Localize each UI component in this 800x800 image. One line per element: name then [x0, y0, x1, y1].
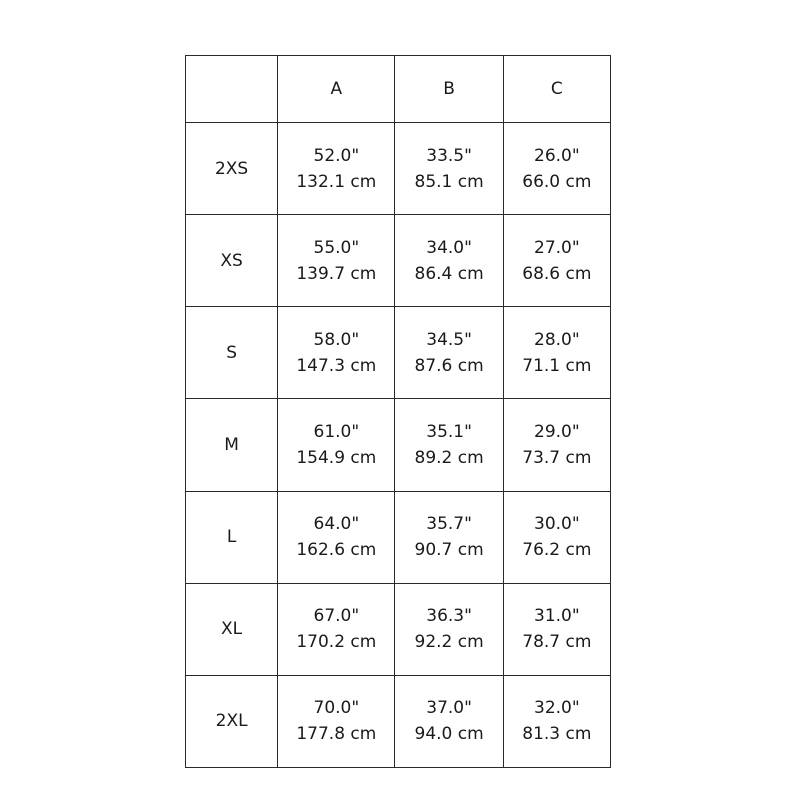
column-header-c: C	[503, 56, 610, 123]
inch-value: 26.0"	[534, 145, 580, 166]
inch-value: 28.0"	[534, 329, 580, 350]
measurement-cell	[395, 675, 503, 767]
measurement-cell	[278, 583, 395, 675]
inch-value: 34.5"	[426, 329, 472, 350]
inch-value: 35.7"	[426, 514, 472, 535]
cm-value: 76.2 cm	[522, 540, 592, 561]
measurement-cell	[278, 123, 395, 215]
size-label: M	[186, 399, 278, 491]
table-header-row	[186, 56, 611, 123]
column-header-a: A	[278, 56, 395, 123]
inch-value: 27.0"	[534, 237, 580, 258]
measurement-cell	[503, 123, 610, 215]
size-label: L	[186, 491, 278, 583]
measurement-cell	[278, 215, 395, 307]
cm-value: 139.7 cm	[296, 263, 377, 284]
cm-value: 81.3 cm	[522, 724, 592, 745]
measurement-cell	[278, 307, 395, 399]
inch-value: 35.1"	[426, 421, 472, 442]
inch-value: 58.0"	[313, 329, 360, 350]
cm-value: 132.1 cm	[296, 171, 377, 192]
cm-value: 177.8 cm	[296, 724, 377, 745]
measurement-cell	[395, 215, 503, 307]
measurement-cell	[503, 215, 610, 307]
size-label: S	[186, 307, 278, 399]
inch-value: 52.0"	[313, 145, 360, 166]
cm-value: 66.0 cm	[522, 171, 592, 192]
inch-value: 32.0"	[534, 698, 580, 719]
corner-cell	[186, 56, 278, 123]
cm-value: 92.2 cm	[414, 632, 484, 653]
size-chart-table	[185, 55, 611, 768]
measurement-cell	[503, 583, 610, 675]
cm-value: 89.2 cm	[414, 447, 484, 468]
inch-value: 34.0"	[426, 237, 472, 258]
measurement-cell	[395, 123, 503, 215]
measurement-cell	[395, 399, 503, 491]
cm-value: 78.7 cm	[522, 632, 592, 653]
measurement-cell	[503, 675, 610, 767]
inch-value: 33.5"	[426, 145, 472, 166]
table-row	[186, 215, 611, 307]
inch-value: 30.0"	[534, 514, 580, 535]
table-row	[186, 583, 611, 675]
inch-value: 31.0"	[534, 606, 580, 627]
cm-value: 90.7 cm	[414, 540, 484, 561]
inch-value: 67.0"	[313, 606, 360, 627]
cm-value: 162.6 cm	[296, 540, 377, 561]
measurement-cell	[503, 399, 610, 491]
cm-value: 94.0 cm	[414, 724, 484, 745]
table-row	[186, 399, 611, 491]
inch-value: 70.0"	[313, 698, 360, 719]
table-row	[186, 675, 611, 767]
column-header-b: B	[395, 56, 503, 123]
measurement-cell	[395, 583, 503, 675]
inch-value: 37.0"	[426, 698, 472, 719]
inch-value: 36.3"	[426, 606, 472, 627]
measurement-cell	[278, 675, 395, 767]
measurement-cell	[503, 307, 610, 399]
cm-value: 71.1 cm	[522, 355, 592, 376]
inch-value: 55.0"	[313, 237, 360, 258]
size-label: 2XS	[186, 123, 278, 215]
table-row	[186, 491, 611, 583]
size-label: XS	[186, 215, 278, 307]
cm-value: 147.3 cm	[296, 355, 377, 376]
table-row	[186, 307, 611, 399]
measurement-cell	[395, 491, 503, 583]
measurement-cell	[278, 491, 395, 583]
inch-value: 61.0"	[313, 421, 360, 442]
measurement-cell	[278, 399, 395, 491]
inch-value: 64.0"	[313, 514, 360, 535]
table-row	[186, 123, 611, 215]
cm-value: 73.7 cm	[522, 447, 592, 468]
size-label: XL	[186, 583, 278, 675]
cm-value: 85.1 cm	[414, 171, 484, 192]
cm-value: 86.4 cm	[414, 263, 484, 284]
cm-value: 170.2 cm	[296, 632, 377, 653]
cm-value: 154.9 cm	[296, 447, 377, 468]
cm-value: 87.6 cm	[414, 355, 484, 376]
inch-value: 29.0"	[534, 421, 580, 442]
measurement-cell	[395, 307, 503, 399]
measurement-cell	[503, 491, 610, 583]
size-label: 2XL	[186, 675, 278, 767]
cm-value: 68.6 cm	[522, 263, 592, 284]
